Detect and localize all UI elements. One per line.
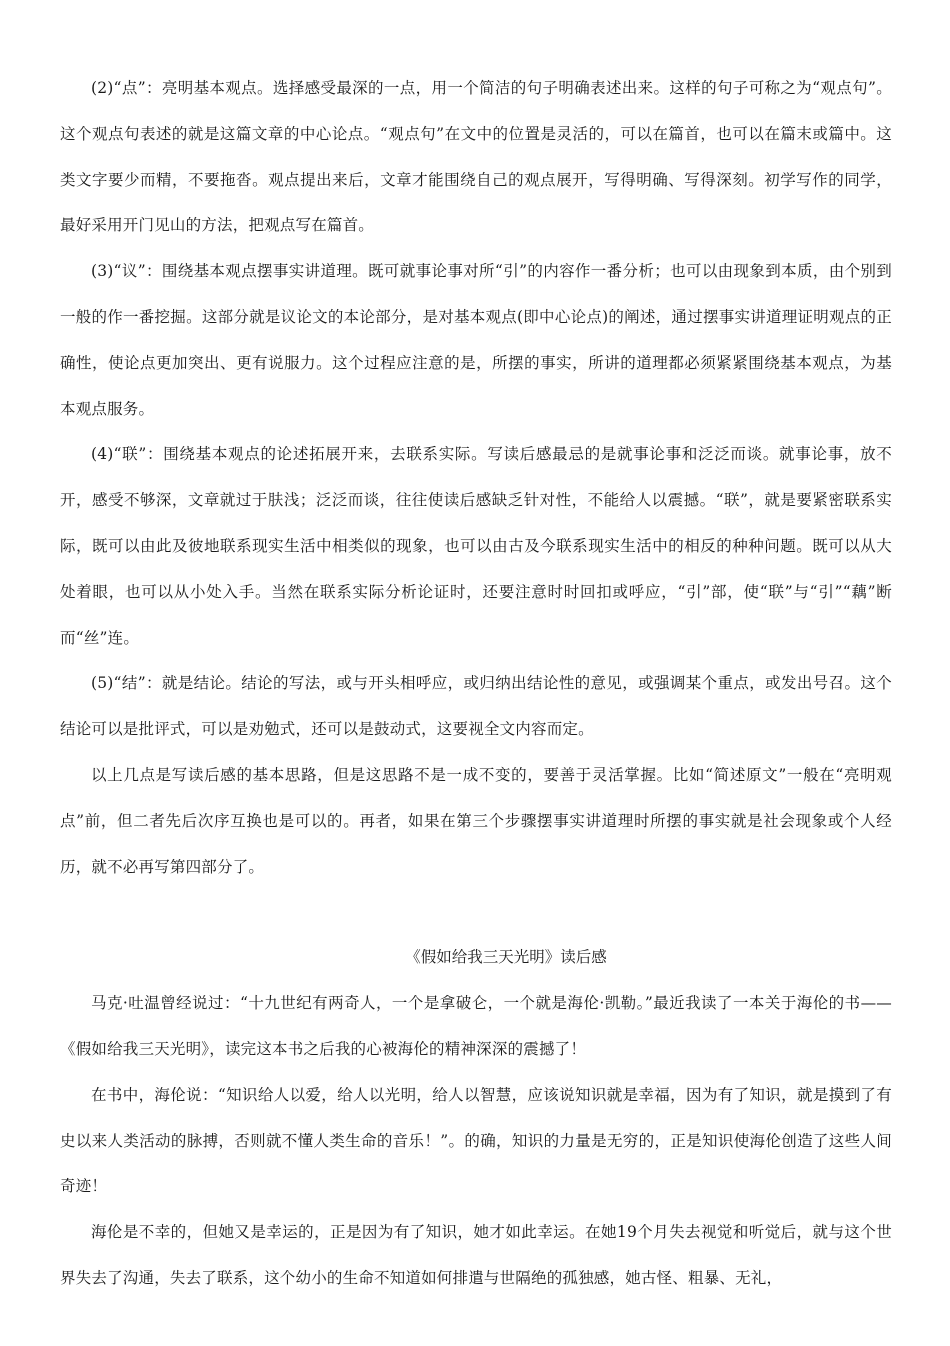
paragraph-point: (2)“点”：亮明基本观点。选择感受最深的一点，用一个简洁的句子明确表述出来。这样的句子可称之为“观点句”。这个观点句表述的就是这篇文章的中心论点。“观点句”在文中的位置是灵活的，可以在篇首，也可以在篇末或篇中。这类文字要少而精，不要拖沓。观点提出来后，文章才能围绕自己的观点展开，写得明确、写得深刻。初学写作的同学，最好采用开门见山的方法，把观点写在篇首。: [60, 79, 892, 235]
essay-paragraph: 在书中，海伦说：“知识给人以爱，给人以光明，给人以智慧，应该说知识就是幸福，因为有了知识，就是摸到了有史以来人类活动的脉搏，否则就不懂人类生命的音乐！”。的确，知识的力量是无穷的，正是知识使海伦创造了这些人间奇迹！: [60, 1085, 892, 1196]
paragraph-connect: (4)“联”：围绕基本观点的论述拓展开来，去联系实际。写读后感最忌的是就事论事和泛泛而谈。就事论事，放不开，感受不够深，文章就过于肤浅；泛泛而谈，往往使读后感缺乏针对性，不能给人以震撼。“联”，就是要紧密联系实际，既可以由此及彼地联系现实生活中相类似的现象，也可以由古及今联系现实生活中的相反的种种问题。既可以从大处着眼，也可以从小处入手。当然在联系实际分析论证时，还要注意时时回扣或呼应，“引”部，使“联”与“引”“藕”断而“丝”连。: [60, 445, 892, 647]
essay-paragraph: 海伦是不幸的，但她又是幸运的，正是因为有了知识，她才如此幸运。在她19个月失去视觉和听觉后，就与这个世界失去了沟通，失去了联系，这个幼小的生命不知道如何排遣与世隔绝的孤独感，她古怪、粗暴、无礼，: [60, 1223, 892, 1287]
document-page: [60, 66, 892, 1302]
essay-paragraph: 马克·吐温曾经说过：“十九世纪有两奇人，一个是拿破仑，一个就是海伦·凯勒。”最近我读了一本关于海伦的书——《假如给我三天光明》，读完这本书之后我的心被海伦的精神深深的震撼了！: [60, 994, 892, 1058]
paragraph-conclude: (5)“结”：就是结论。结论的写法，或与开头相呼应，或归纳出结论性的意见，或强调某个重点，或发出号召。这个结论可以是批评式，可以是劝勉式，还可以是鼓动式，这要视全文内容而定。: [60, 674, 892, 739]
paragraph-summary: 以上几点是写读后感的基本思路，但是这思路不是一成不变的，要善于灵活掌握。比如“简述原文”一般在“亮明观点”前，但二者先后次序互换也是可以的。再者，如果在第三个步骤摆事实讲道理时所摆的事实就是社会现象或个人经历，就不必再写第四部分了。: [60, 765, 892, 876]
essay-section: [60, 935, 892, 1301]
essay-title: 《假如给我三天光明》读后感: [405, 948, 607, 967]
paragraph-discuss: (3)“议”：围绕基本观点摆事实讲道理。既可就事论事对所“引”的内容作一番分析；也可以由现象到本质，由个别到一般的作一番挖掘。这部分就是议论文的本论部分，是对基本观点(即中心论点)的阐述，通过摆事实讲道理证明观点的正确性，使论点更加突出、更有说服力。这个过程应注意的是，所摆的事实，所讲的道理都必须紧紧围绕基本观点，为基本观点服务。: [60, 262, 892, 418]
